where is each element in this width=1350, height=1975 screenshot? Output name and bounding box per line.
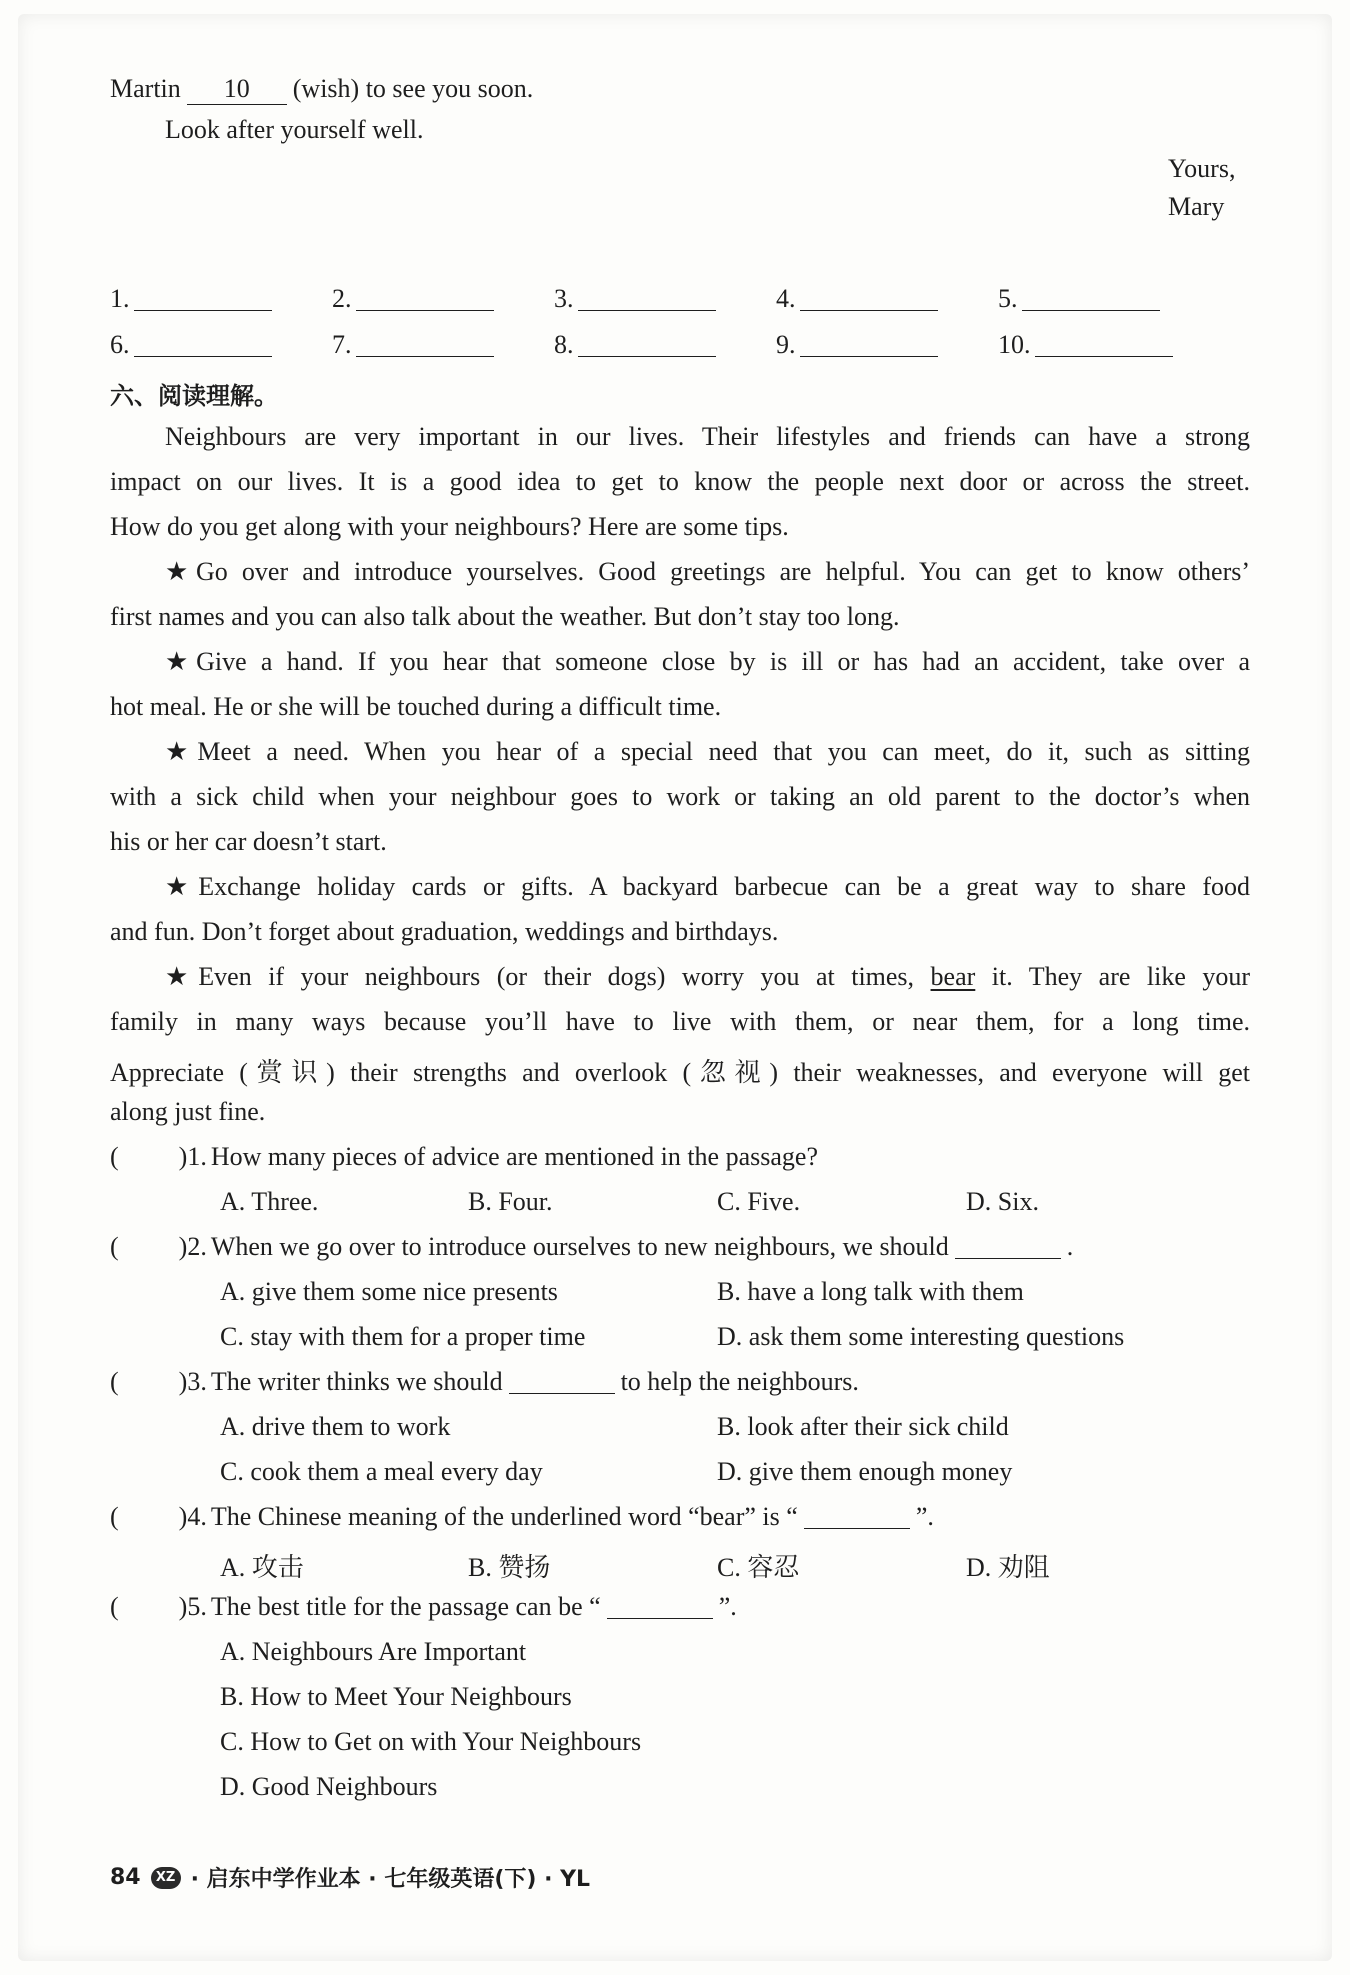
tip-4-line: ★Exchange holiday cards or gifts. A backyard barbecue can be a great way to share food <box>165 872 1250 901</box>
q5-option-b[interactable]: B. How to Meet Your Neighbours <box>220 1682 572 1711</box>
question-4 <box>110 1502 934 1532</box>
answer-slot-5[interactable] <box>998 284 1160 314</box>
passage-line: Neighbours are very important in our lives. Their lifestyles and friends can have a strong <box>165 422 1250 451</box>
tip-1-line: ★Go over and introduce yourselves. Good greetings are helpful. You can get to know others’ <box>165 557 1250 586</box>
answer-line[interactable] <box>356 309 494 311</box>
q4-option-b[interactable]: B. 赞扬 <box>468 1553 551 1582</box>
question-stem-end: ”. <box>718 1592 737 1621</box>
slot-number: 8. <box>554 330 574 359</box>
tip-5-line: Appreciate (赏识) their strengths and overlook (忽视) their weaknesses, and everyone will get <box>110 1058 1250 1087</box>
underlined-word-bear: bear <box>930 962 976 991</box>
question-stem-end: to help the neighbours. <box>620 1367 859 1396</box>
page-footer <box>110 1862 590 1893</box>
question-number: )1. <box>178 1142 207 1171</box>
section-heading: 六、阅读理解。 <box>110 382 278 410</box>
question-number: )2. <box>178 1232 207 1261</box>
answer-paren[interactable]: ( <box>110 1502 119 1531</box>
letter-text: Martin <box>110 74 181 103</box>
answer-line[interactable] <box>356 355 494 357</box>
question-stem: The Chinese meaning of the underlined word “bear” is “ <box>210 1502 798 1531</box>
passage-line: How do you get along with your neighbours? Here are some tips. <box>110 512 789 541</box>
question-stem: The writer thinks we should <box>210 1367 503 1396</box>
q3-option-c[interactable]: C. cook them a meal every day <box>220 1457 543 1486</box>
answer-line[interactable] <box>578 355 716 357</box>
stem-blank[interactable] <box>509 1392 615 1394</box>
slot-number: 9. <box>776 330 796 359</box>
q1-option-c[interactable]: C. Five. <box>717 1187 801 1216</box>
answer-paren[interactable]: ( <box>110 1367 119 1396</box>
q2-option-c[interactable]: C. stay with them for a proper time <box>220 1322 586 1351</box>
question-stem: The best title for the passage can be “ <box>210 1592 601 1621</box>
tip-5-text: it. They are like your <box>991 962 1250 991</box>
slot-number: 10. <box>998 330 1031 359</box>
stem-blank[interactable] <box>955 1257 1061 1259</box>
q3-option-b[interactable]: B. look after their sick child <box>717 1412 1009 1441</box>
q2-option-d[interactable]: D. ask them some interesting questions <box>717 1322 1125 1351</box>
tip-3-line: his or her car doesn’t start. <box>110 827 387 856</box>
q3-option-a[interactable]: A. drive them to work <box>220 1412 451 1441</box>
answer-line[interactable] <box>578 309 716 311</box>
tip-5-text: ★Even if your neighbours (or their dogs) worry you at times, <box>165 962 915 991</box>
q5-option-a[interactable]: A. Neighbours Are Important <box>220 1637 527 1666</box>
slot-number: 1. <box>110 284 130 313</box>
tip-3-line: ★Meet a need. When you hear of a special need that you can meet, do it, such as sitting <box>165 737 1250 766</box>
answer-slot-1[interactable] <box>110 284 272 314</box>
letter-text: (wish) to see you soon. <box>292 74 534 103</box>
question-number: )4. <box>178 1502 207 1531</box>
question-5 <box>110 1592 737 1622</box>
answer-line[interactable] <box>800 309 938 311</box>
book-title: · 启东中学作业本 · 七年级英语(下) · YL <box>190 1867 591 1892</box>
slot-number: 5. <box>998 284 1018 313</box>
answer-line[interactable] <box>800 355 938 357</box>
tip-4-line: and fun. Don’t forget about graduation, weddings and birthdays. <box>110 917 779 946</box>
q5-option-d[interactable]: D. Good Neighbours <box>220 1772 438 1801</box>
letter-line-2: Look after yourself well. <box>165 115 424 144</box>
answer-line[interactable] <box>134 355 272 357</box>
stem-blank[interactable] <box>804 1527 910 1529</box>
slot-number: 3. <box>554 284 574 313</box>
publisher-logo-icon: XZ <box>151 1867 181 1889</box>
answer-slot-9[interactable] <box>776 330 938 360</box>
tip-5-line <box>165 962 1250 992</box>
q4-option-a[interactable]: A. 攻击 <box>220 1553 304 1582</box>
answer-slot-7[interactable] <box>332 330 494 360</box>
q1-option-d[interactable]: D. Six. <box>966 1187 1039 1216</box>
q2-option-b[interactable]: B. have a long talk with them <box>717 1277 1024 1306</box>
tip-2-line: ★Give a hand. If you hear that someone close by is ill or has had an accident, take over a <box>165 647 1250 676</box>
question-2 <box>110 1232 1073 1262</box>
page-number: 84 <box>110 1865 141 1890</box>
answer-line[interactable] <box>134 309 272 311</box>
answer-line[interactable] <box>1035 355 1173 357</box>
letter-signature: Mary <box>1168 192 1225 221</box>
answer-slot-3[interactable] <box>554 284 716 314</box>
passage-line: impact on our lives. It is a good idea to get to know the people next door or across the street. <box>110 467 1250 496</box>
question-stem-end: . <box>1066 1232 1074 1261</box>
tip-5-line: family in many ways because you’ll have to live with them, or near them, for a long time. <box>110 1007 1250 1036</box>
question-number: )5. <box>178 1592 207 1621</box>
q1-option-a[interactable]: A. Three. <box>220 1187 319 1216</box>
question-3 <box>110 1367 859 1397</box>
q2-option-a[interactable]: A. give them some nice presents <box>220 1277 558 1306</box>
answer-slot-4[interactable] <box>776 284 938 314</box>
slot-number: 4. <box>776 284 796 313</box>
stem-blank[interactable] <box>607 1617 713 1619</box>
question-stem: When we go over to introduce ourselves to new neighbours, we should <box>210 1232 949 1261</box>
answer-slot-6[interactable] <box>110 330 272 360</box>
answer-paren[interactable]: ( <box>110 1232 119 1261</box>
slot-number: 2. <box>332 284 352 313</box>
answer-paren[interactable]: ( <box>110 1592 119 1621</box>
letter-line-1 <box>110 74 533 105</box>
question-number: )3. <box>178 1367 207 1396</box>
letter-closing: Yours, <box>1168 154 1236 183</box>
q4-option-c[interactable]: C. 容忍 <box>717 1553 800 1582</box>
q4-option-d[interactable]: D. 劝阻 <box>966 1553 1050 1582</box>
answer-line[interactable] <box>1022 309 1160 311</box>
q3-option-d[interactable]: D. give them enough money <box>717 1457 1013 1486</box>
question-stem: How many pieces of advice are mentioned in the passage? <box>210 1142 818 1171</box>
answer-slot-10[interactable] <box>998 330 1173 360</box>
tip-5-line: along just fine. <box>110 1097 266 1126</box>
answer-slot-8[interactable] <box>554 330 716 360</box>
q1-option-b[interactable]: B. Four. <box>468 1187 553 1216</box>
question-stem-end: ”. <box>915 1502 934 1531</box>
answer-slot-2[interactable] <box>332 284 494 314</box>
tip-3-line: with a sick child when your neighbour goes to work or taking an old parent to the doctor’s when <box>110 782 1250 811</box>
blank-10[interactable]: 10 <box>187 76 287 105</box>
q5-option-c[interactable]: C. How to Get on with Your Neighbours <box>220 1727 642 1756</box>
tip-1-line: first names and you can also talk about the weather. But don’t stay too long. <box>110 602 900 631</box>
slot-number: 7. <box>332 330 352 359</box>
question-1 <box>110 1142 818 1172</box>
slot-number: 6. <box>110 330 130 359</box>
answer-paren[interactable]: ( <box>110 1142 119 1171</box>
tip-2-line: hot meal. He or she will be touched during a difficult time. <box>110 692 722 721</box>
